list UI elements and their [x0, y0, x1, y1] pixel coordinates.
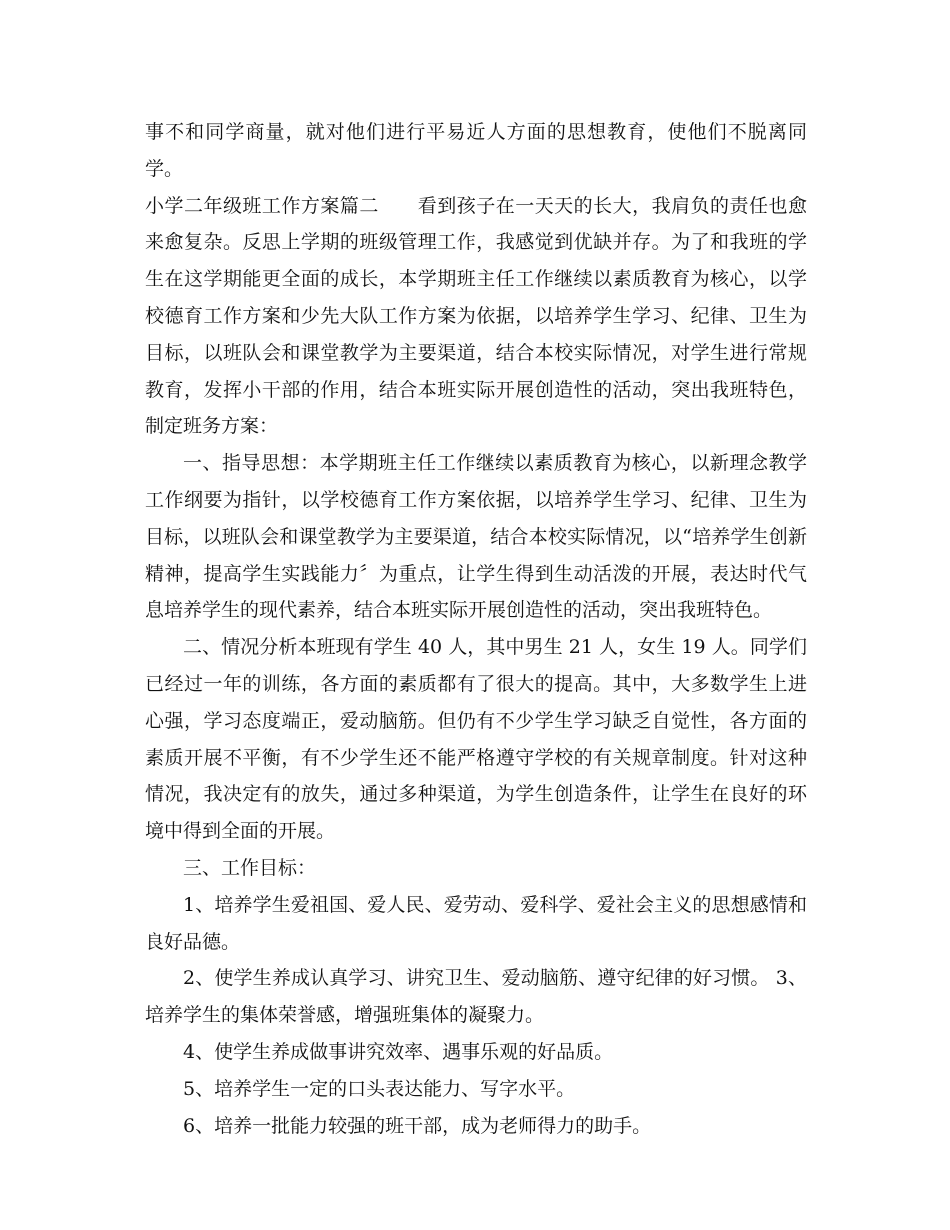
list-item-goal-4: 4、使学生养成做事讲究效率、遇事乐观的好品质。 [183, 1040, 614, 1063]
list-item-goal-6: 6、培养一批能力较强的班干部，成为老师得力的助手。 [183, 1114, 652, 1137]
paragraph-work-goals-heading: 三、工作目标： [183, 856, 317, 879]
paragraph-continuation: 事不和同学商量，就对他们进行平易近人方面的思想教育，使他们不脱离同学。 [145, 121, 807, 180]
paragraph-situation-analysis: 二、情况分析本班现有学生 40 人，其中男生 21 人，女生 19 人。同学们已经过一年的训练，各方面的素质都有了很大的提高。其中，大多数学生上进心强，学习态度端正，爱动脑筋。但仍有不少学生学习缺乏自觉性，各方面的素质开展不平衡，有不少学生还不能严格遵守学校的有关规章制度。针对这种情况，我决定有的放失，通过多种渠道，为学生创造条件，让学生在良好的环境中得到全面的开展。 [145, 636, 807, 843]
list-item-goal-2-3: 2、使学生养成认真学习、讲究卫生、爱动脑筋、遵守纪律的好习惯。 3、培养学生的集体荣誉感，增强班集体的凝聚力。 [145, 967, 807, 1027]
list-item-goal-1: 1、培养学生爱祖国、爱人民、爱劳动、爱科学、爱社会主义的思想感情和良好品德。 [145, 893, 807, 953]
document-body [145, 114, 807, 1144]
paragraph-section-two-intro: 小学二年级班工作方案篇二 看到孩子在一天天的长大，我肩负的责任也愈来愈复杂。反思上学期的班级管理工作，我感觉到优缺并存。为了和我班的学生在这学期能更全面的成长，本学期班主任工作继续以素质教育为核心，以学校德育工作方案和少先大队工作方案为依据，以培养学生学习、纪律、卫生为目标，以班队会和课堂教学为主要渠道，结合本校实际情况，对学生进行常规教育，发挥小干部的作用，结合本班实际开展创造性的活动，突出我班特色，制定班务方案： [145, 194, 807, 438]
paragraph-guiding-thought: 一、指导思想：本学期班主任工作继续以素质教育为核心，以新理念教学工作纲要为指针，以学校德育工作方案依据，以培养学生学习、纪律、卫生为目标，以班队会和课堂教学为主要渠道，结合本校实际情况，以“培养学生创新精神，提高学生实践能力〞为重点，让学生得到生动活泼的开展，表达时代气息培养学生的现代素养，结合本班实际开展创造性的活动，突出我班特色。 [145, 452, 807, 622]
list-item-goal-5: 5、培养学生一定的口头表达能力、写字水平。 [183, 1077, 576, 1100]
